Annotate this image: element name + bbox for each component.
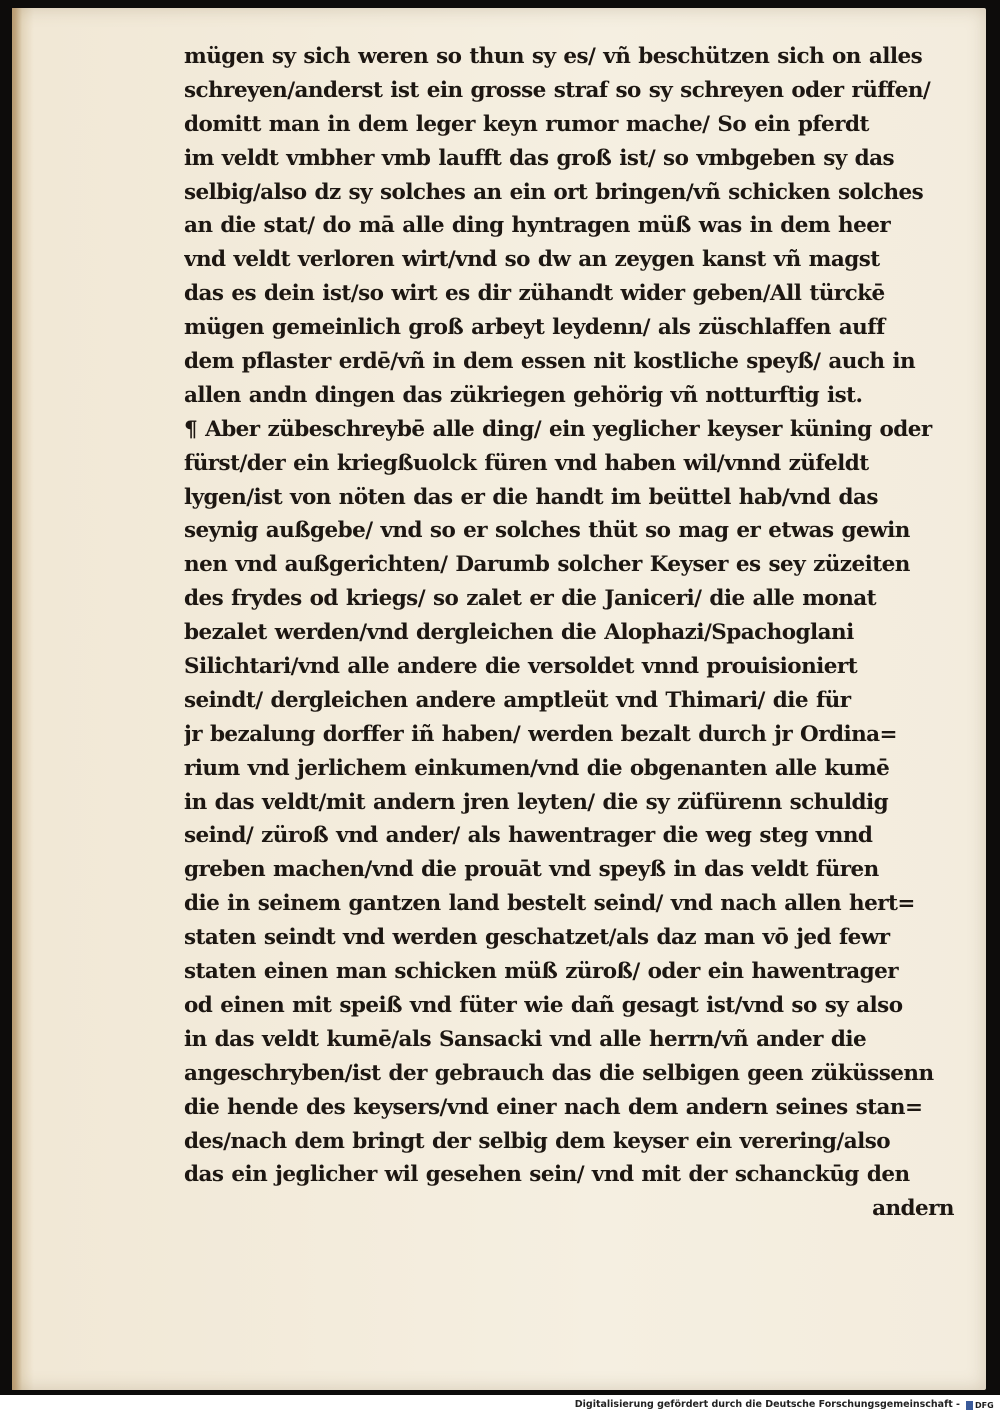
text-line: angeschryben/ist der gebrauch das die selbigen geen züküssenn bbox=[184, 1060, 934, 1086]
text-line: ¶ Aber zübeschreybē alle ding/ ein yeglicher keyser küning oder bbox=[184, 416, 932, 442]
text-line: selbig/also dz sy solches an ein ort bringen/vñ schicken solches bbox=[184, 179, 924, 205]
catchword: andern bbox=[872, 1196, 954, 1222]
text-line: das ein jeglicher wil gesehen sein/ vnd mit der schanckūg den bbox=[184, 1162, 910, 1188]
text-line: dem pflaster erdē/vñ in dem essen nit kostliche speyß/ auch in bbox=[184, 349, 916, 375]
text-line: die hende des keysers/vnd einer nach dem andern seines stan= bbox=[184, 1094, 923, 1120]
text-line: domitt man in dem leger keyn rumor mache/ So ein pferdt bbox=[184, 111, 869, 137]
text-line: des/nach dem bringt der selbig dem keyser ein verering/also bbox=[184, 1128, 891, 1154]
text-line: im veldt vmbher vmb laufft das groß ist/ so vmbgeben sy das bbox=[184, 145, 895, 171]
text-line: die in seinem gantzen land bestelt seind/ vnd nach allen hert= bbox=[184, 891, 915, 917]
text-line: staten einen man schicken müß züroß/ oder ein hawentrager bbox=[184, 959, 899, 985]
text-line: in das veldt kumē/als Sansacki vnd alle herrn/vñ ander die bbox=[184, 1026, 867, 1052]
footer-bar bbox=[0, 1395, 1000, 1419]
page-text-block bbox=[184, 40, 984, 1226]
text-line: mügen sy sich weren so thun sy es/ vñ beschützen sich on alles bbox=[184, 44, 923, 69]
text-line: seind/ züroß vnd ander/ als hawentrager die weg steg vnnd bbox=[184, 823, 873, 849]
text-line: jr bezalung dorffer iñ haben/ werden bezalt durch jr Ordina= bbox=[184, 721, 898, 747]
text-line: nen vnd außgerichten/ Darumb solcher Keyser es sey züzeiten bbox=[184, 552, 910, 578]
text-line: bezalet werden/vnd dergleichen die Alophazi/Spachoglani bbox=[184, 620, 854, 646]
text-line: rium vnd jerlichem einkumen/vnd die obgenanten alle kumē bbox=[184, 755, 890, 781]
text-line: od einen mit speiß vnd füter wie dañ gesagt ist/vnd so sy also bbox=[184, 992, 903, 1018]
dfg-logo-icon bbox=[966, 1398, 994, 1412]
text-line: fürst/der ein kriegßuolck füren vnd haben wil/vnnd züfeldt bbox=[184, 450, 869, 476]
text-line: vnd veldt verloren wirt/vnd so dw an zeygen kanst vñ magst bbox=[184, 247, 880, 273]
text-line: des frydes od kriegs/ so zalet er die Janiceri/ die alle monat bbox=[184, 586, 877, 612]
text-line: seindt/ dergleichen andere amptleüt vnd Thimari/ die für bbox=[184, 687, 851, 713]
text-line: das es dein ist/so wirt es dir zühandt wider geben/All türckē bbox=[184, 281, 885, 307]
text-line: mügen gemeinlich groß arbeyt leydenn/ als züschlaffen auff bbox=[184, 315, 885, 341]
page-binding-edge bbox=[12, 8, 22, 1390]
text-line: Silichtari/vnd alle andere die versoldet vnnd prouisioniert bbox=[184, 654, 858, 680]
text-line: greben machen/vnd die prouāt vnd speyß in das veldt füren bbox=[184, 857, 879, 883]
text-line: an die stat/ do mā alle ding hyntragen müß was in dem heer bbox=[184, 213, 891, 239]
text-line: lygen/ist von nöten das er die handt im beüttel hab/vnd das bbox=[184, 484, 878, 510]
dfg-logo-text: DFG bbox=[975, 1400, 994, 1410]
text-line: staten seindt vnd werden geschatzet/als daz man vō jed fewr bbox=[184, 925, 890, 951]
funding-credit: Digitalisierung gefördert durch die Deutsche Forschungsgemeinschaft - bbox=[574, 1399, 960, 1410]
text-line: in das veldt/mit andern jren leyten/ die sy züfürenn schuldig bbox=[184, 789, 889, 815]
book-page bbox=[12, 8, 986, 1390]
text-line: seynig außgebe/ vnd so er solches thüt so mag er etwas gewin bbox=[184, 518, 910, 544]
text-line: schreyen/anderst ist ein grosse straf so sy schreyen oder rüffen/ bbox=[184, 77, 931, 103]
dfg-mark-icon bbox=[966, 1401, 973, 1410]
text-line: allen andn dingen das zükriegen gehörig vñ notturftig ist. bbox=[184, 382, 863, 408]
